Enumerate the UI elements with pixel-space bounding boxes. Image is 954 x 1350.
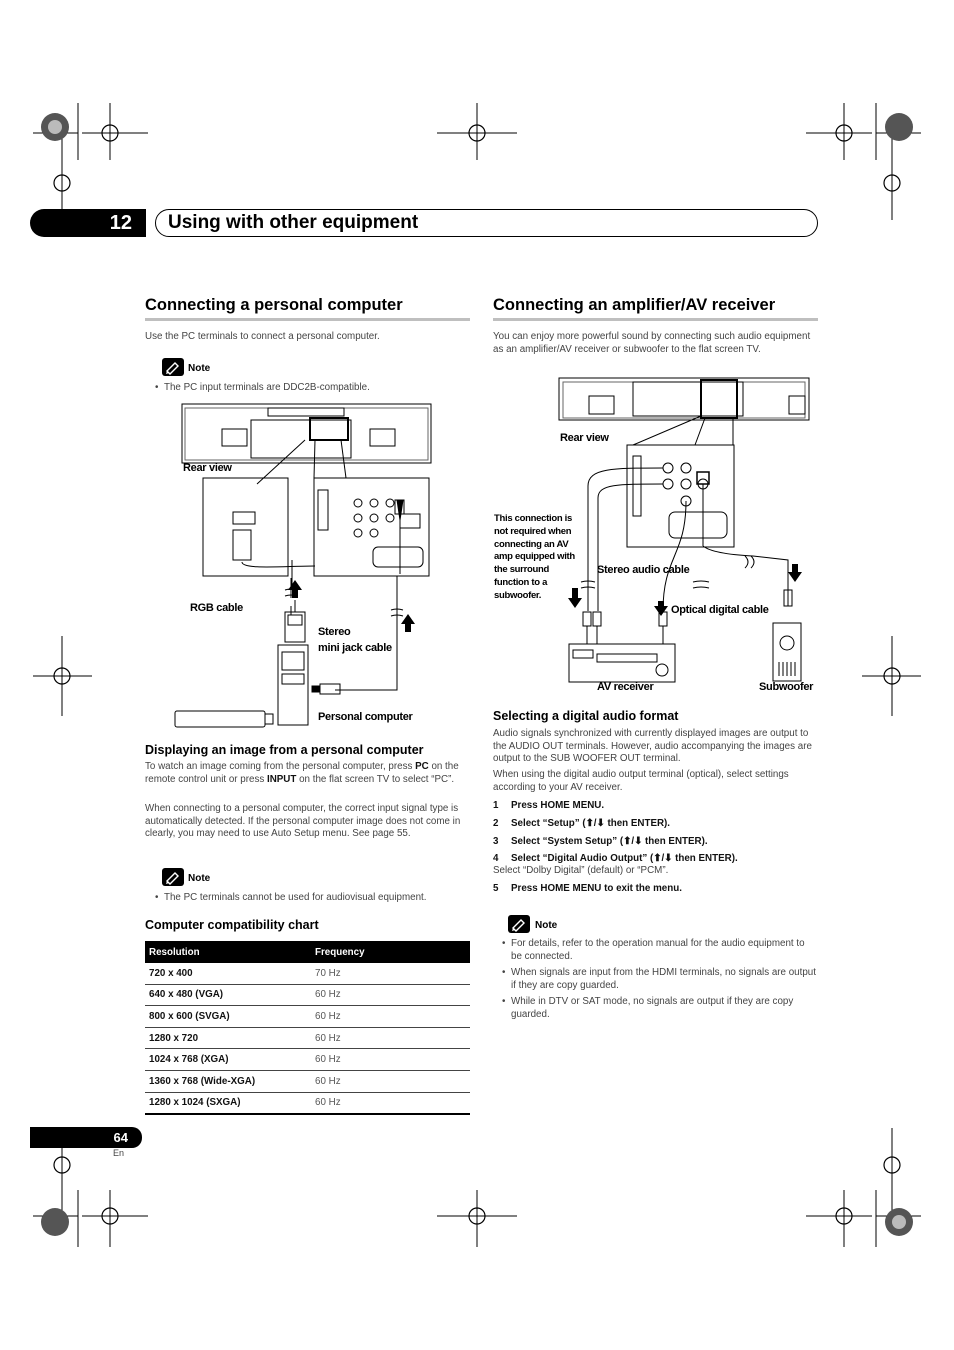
display-paragraph-1: To watch an image coming from the personal computer, press PC on the remote control unit or press INPUT on the flat screen TV to select “PC”. xyxy=(145,761,459,785)
note-label: Note xyxy=(188,363,211,374)
cell-resolution: 640 x 480 (VGA) xyxy=(145,984,311,1006)
heading-compat-chart: Computer compatibility chart xyxy=(145,918,319,932)
step-4: 4 Select “Digital Audio Output” (⬆/⬇ then ENTER). xyxy=(493,853,738,864)
digital-paragraph-1: Audio signals synchronized with currently displayed images are output to the AUDIO OUT terminals. However, audio accompanying the images are output to the SUB WOOFER OUT terminal. xyxy=(493,728,812,765)
section-heading-personal-computer: Connecting a personal computer xyxy=(145,296,403,314)
cell-frequency: 60 Hz xyxy=(311,1049,470,1071)
cell-frequency: 60 Hz xyxy=(311,984,470,1006)
label-rear-view-av: Rear view xyxy=(560,432,609,444)
note-ddc2b: • The PC input terminals are DDC2B-compatible. xyxy=(155,382,470,395)
note-label: Note xyxy=(188,873,211,884)
digital-paragraph-2: When using the digital audio output terminal (optical), select settings according to your AV receiver. xyxy=(493,769,789,793)
label-stereo-mini-2: mini jack cable xyxy=(318,642,392,654)
step-5: 5 Press HOME MENU to exit the menu. xyxy=(493,883,682,894)
label-subwoofer: Subwoofer xyxy=(759,681,814,693)
table-header-row xyxy=(145,941,470,963)
note-pencil-icon xyxy=(162,868,184,886)
note-label: Note xyxy=(535,920,558,931)
cell-resolution: 1024 x 768 (XGA) xyxy=(145,1049,311,1071)
table-row xyxy=(145,1049,470,1071)
label-rear-view-pc: Rear view xyxy=(183,462,232,474)
heading-rule xyxy=(493,318,818,321)
display-paragraph-2: When connecting to a personal computer, the correct input signal type is automatically detected. If the personal computer image does not come in clearly, you may need to use Auto Setup menu. See page 55. xyxy=(145,803,461,840)
cell-resolution: 800 x 600 (SVGA) xyxy=(145,1006,311,1028)
table-row xyxy=(145,963,470,984)
note-item: • While in DTV or SAT mode, no signals are output if they are copy guarded. xyxy=(502,996,818,1021)
cell-frequency: 70 Hz xyxy=(311,963,470,984)
label-optical-digital-cable: Optical digital cable xyxy=(671,604,769,616)
note-item: • For details, refer to the operation manual for the audio equipment to be connected. xyxy=(502,938,818,963)
note-pc-terminals: • The PC terminals cannot be used for audiovisual equipment. xyxy=(155,892,470,905)
table-row xyxy=(145,1092,470,1114)
step-3: 3 Select “System Setup” (⬆/⬇ then ENTER). xyxy=(493,836,708,847)
cell-resolution: 1280 x 1024 (SXGA) xyxy=(145,1092,311,1114)
cell-frequency: 60 Hz xyxy=(311,1070,470,1092)
language-code: En xyxy=(113,1148,125,1158)
cell-frequency: 60 Hz xyxy=(311,1092,470,1114)
heading-displaying-image: Displaying an image from a personal computer xyxy=(145,743,424,757)
step-4-detail: Select “Dolby Digital” (default) or “PCM”. xyxy=(493,865,669,876)
cell-frequency: 60 Hz xyxy=(311,1027,470,1049)
table-row xyxy=(145,1070,470,1092)
chapter-title: Using with other equipment xyxy=(155,209,818,237)
page-number: 64 xyxy=(30,1127,142,1148)
column-header-resolution: Resolution xyxy=(145,941,311,963)
section-heading-amplifier: Connecting an amplifier/AV receiver xyxy=(493,296,776,314)
amp-intro: You can enjoy more powerful sound by connecting such audio equipment as an amplifier/AV receiver or subwoofer to the flat screen TV. xyxy=(493,331,811,355)
table-row xyxy=(145,984,470,1006)
note-pencil-icon xyxy=(508,915,530,933)
label-av-receiver: AV receiver xyxy=(597,681,654,693)
label-rgb-cable: RGB cable xyxy=(190,602,243,614)
cell-frequency: 60 Hz xyxy=(311,1006,470,1028)
column-header-frequency: Frequency xyxy=(311,941,470,963)
compatibility-table xyxy=(145,941,470,1115)
label-connection-note: This connection is not required when connecting an AV amp equipped with the surround function to a subwoofer. xyxy=(494,513,575,601)
note-item: • When signals are input from the HDMI terminals, no signals are output if they are copy guarded. xyxy=(502,967,818,992)
table-row xyxy=(145,1006,470,1028)
label-stereo-mini-1: Stereo xyxy=(318,626,351,638)
cell-resolution: 1280 x 720 xyxy=(145,1027,311,1049)
pc-connection-diagram xyxy=(145,400,470,730)
note-pencil-icon xyxy=(162,358,184,376)
heading-digital-audio-format: Selecting a digital audio format xyxy=(493,709,679,723)
label-stereo-audio-cable: Stereo audio cable xyxy=(597,564,690,576)
step-2: 2 Select “Setup” (⬆/⬇ then ENTER). xyxy=(493,818,671,829)
step-1: 1 Press HOME MENU. xyxy=(493,800,605,811)
cell-resolution: 1360 x 768 (Wide-XGA) xyxy=(145,1070,311,1092)
label-personal-computer: Personal computer xyxy=(318,711,413,723)
cell-resolution: 720 x 400 xyxy=(145,963,311,984)
pc-intro: Use the PC terminals to connect a personal computer. xyxy=(145,331,380,342)
chapter-number: 12 xyxy=(30,209,146,237)
heading-rule xyxy=(145,318,470,321)
table-row xyxy=(145,1027,470,1049)
